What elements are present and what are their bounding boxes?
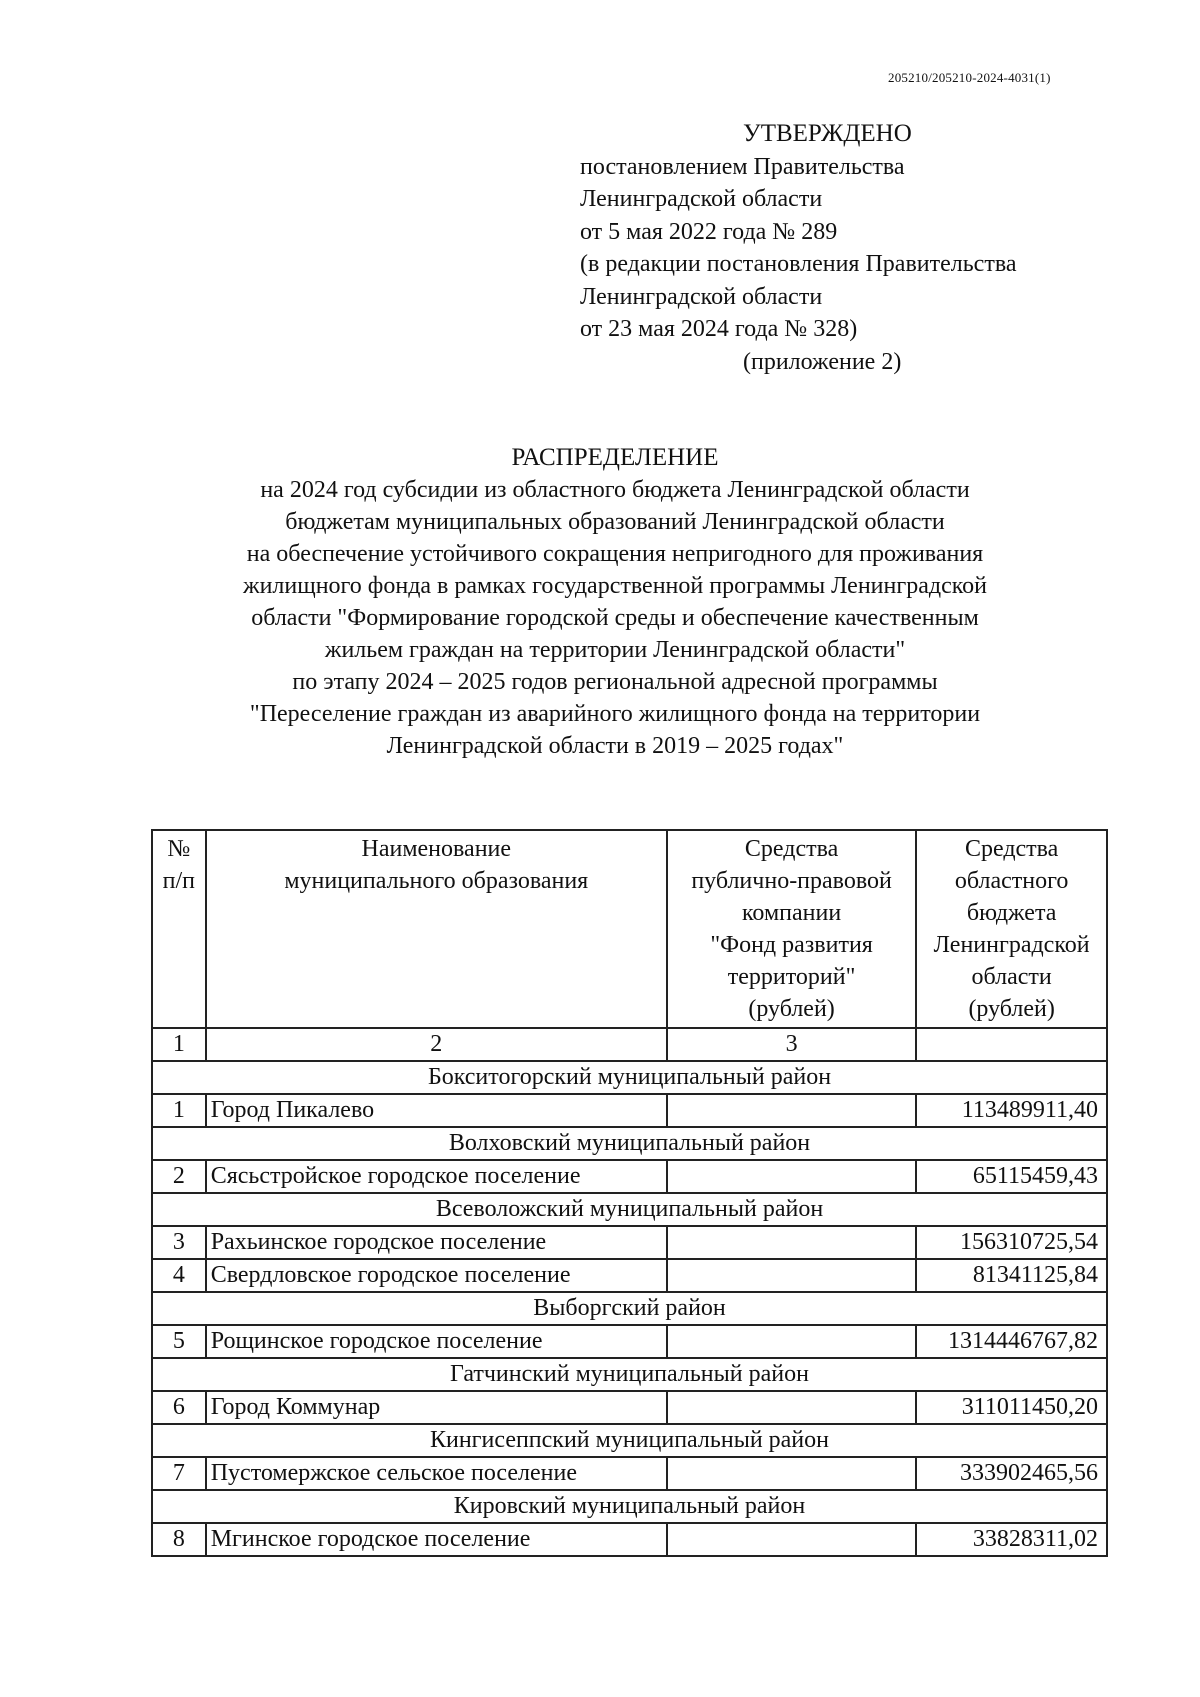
table-row [152,1259,1107,1292]
district-name: Кингисеппский муниципальный район [152,1424,1107,1457]
row-number: 3 [152,1226,206,1259]
approval-line: УТВЕРЖДЕНО [743,120,912,147]
row-number: 7 [152,1457,206,1490]
budget-amount: 311011450,20 [916,1391,1107,1424]
column-number [916,1028,1107,1061]
row-number: 4 [152,1259,206,1292]
fund-amount [667,1226,916,1259]
fund-amount [667,1094,916,1127]
municipality-name: Пустомержское сельское поселение [206,1457,667,1490]
heading-line: области "Формирование городской среды и обеспечение качественным [251,605,979,631]
municipality-name: Город Коммунар [206,1391,667,1424]
district-name: Волховский муниципальный район [152,1127,1107,1160]
district-name: Кировский муниципальный район [152,1490,1107,1523]
row-number: 6 [152,1391,206,1424]
approval-line: Ленинградской области [580,186,823,212]
budget-amount: 113489911,40 [916,1094,1107,1127]
fund-amount [667,1523,916,1556]
district-row [152,1193,1107,1226]
budget-amount: 333902465,56 [916,1457,1107,1490]
municipality-name: Сясьстройское городское поселение [206,1160,667,1193]
heading-line: по этапу 2024 – 2025 годов региональной адресной программы [292,669,938,695]
table-row [152,1457,1107,1490]
district-row [152,1358,1107,1391]
approval-line: Ленинградской области [580,283,823,310]
budget-amount: 65115459,43 [916,1160,1107,1193]
budget-amount: 156310725,54 [916,1226,1107,1259]
table-row [152,1325,1107,1358]
heading-line: на 2024 год субсидии из областного бюджета Ленинградской области [260,477,970,503]
district-row [152,1424,1107,1457]
municipality-name: Рахьинское городское поселение [206,1226,667,1259]
heading-line: Ленинградской области в 2019 – 2025 годах" [386,733,844,759]
column-number-row [152,1028,1107,1061]
table-row [152,1160,1107,1193]
heading-title: РАСПРЕДЕЛЕНИЕ [511,444,719,471]
approval-line: от 23 мая 2024 года № 328) [580,316,858,342]
fund-amount [667,1457,916,1490]
heading-line: бюджетам муниципальных образований Ленинградской области [285,509,945,535]
distribution-table [151,829,1108,1557]
fund-amount [667,1325,916,1358]
row-number: 2 [152,1160,206,1193]
header-cell-budget: Средства областного бюджета Ленинградской области (рублей) [916,830,1107,1028]
fund-amount [667,1160,916,1193]
document-heading [150,442,1080,762]
row-number: 8 [152,1523,206,1556]
district-row [152,1127,1107,1160]
approval-line: (в редакции постановления Правительства [580,251,1017,277]
approval-line: от 5 мая 2022 года № 289 [580,218,838,245]
column-number: 2 [206,1028,667,1061]
municipality-name: Рощинское городское поселение [206,1325,667,1358]
table-row [152,1523,1107,1556]
table-row [152,1094,1107,1127]
district-row [152,1490,1107,1523]
document-id: 205210/205210-2024-4031(1) [888,70,1051,85]
header-cell-fund: Средства публично-правовой компании "Фонд развития территорий" (рублей) [667,830,916,1028]
column-number: 3 [667,1028,916,1061]
budget-amount: 33828311,02 [916,1523,1107,1556]
header-cell-number: № п/п [152,830,206,1028]
municipality-name: Свердловское городское поселение [206,1259,667,1292]
district-row [152,1292,1107,1325]
district-name: Бокситогорский муниципальный район [152,1061,1107,1094]
budget-amount: 81341125,84 [916,1259,1107,1292]
heading-line: "Переселение граждан из аварийного жилищного фонда на территории [249,701,981,727]
column-number: 1 [152,1028,206,1061]
district-name: Выборгский район [152,1292,1107,1325]
municipality-name: Город Пикалево [206,1094,667,1127]
approval-line: (приложение 2) [743,348,902,375]
heading-line: жильем граждан на территории Ленинградской области" [324,637,906,663]
row-number: 1 [152,1094,206,1127]
heading-line: на обеспечение устойчивого сокращения непригодного для проживания [246,541,984,567]
table-header-row [152,830,1107,1028]
district-name: Всеволожский муниципальный район [152,1193,1107,1226]
approval-line: постановлением Правительства [580,153,905,180]
district-name: Гатчинский муниципальный район [152,1358,1107,1391]
fund-amount [667,1259,916,1292]
budget-amount: 1314446767,82 [916,1325,1107,1358]
heading-line: жилищного фонда в рамках государственной программы Ленинградской [242,573,988,599]
table-row [152,1226,1107,1259]
row-number: 5 [152,1325,206,1358]
district-row [152,1061,1107,1094]
fund-amount [667,1391,916,1424]
municipality-name: Мгинское городское поселение [206,1523,667,1556]
header-cell-name: Наименование муниципального образования [206,830,667,1028]
approval-stamp [580,118,1140,378]
table-row [152,1391,1107,1424]
